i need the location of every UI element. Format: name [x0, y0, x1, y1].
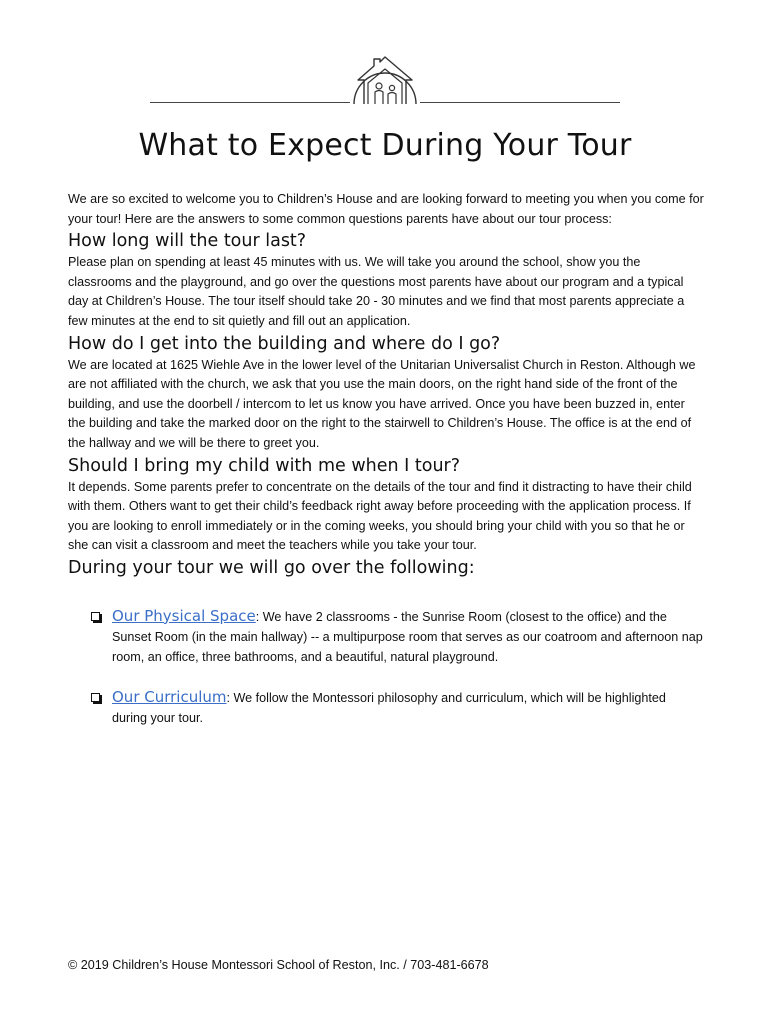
- page-footer: © 2019 Children’s House Montessori School of Reston, Inc. / 703-481-6678: [68, 958, 489, 972]
- section-body-bring-child: It depends. Some parents prefer to concentrate on the details of the tour and find it distracting to have their child with them. Others want to get their child’s feedback right away before proceeding with the application process. If you are looking to enroll immediately or in the coming weeks, you should bring your child with you so that he or she can visit a classroom and meet the teachers while you take your tour.: [68, 479, 692, 553]
- checkbox-icon: [91, 693, 100, 702]
- tour-topics-list: [68, 606, 704, 728]
- list-item: [68, 687, 704, 728]
- checkbox-icon: [91, 612, 100, 621]
- list-item: [68, 606, 704, 667]
- section-body-building-access: We are located at 1625 Wiehle Ave in the lower level of the Unitarian Universalist Church in Reston. Although we are not affiliated with the church, we ask that you use the main doors, on the right hand side of the front of the building, and use the doorbell / intercom to let us know you have arrived. Once you have been buzzed in, enter the building and take the marked door on the right to the stairwell to Children’s House. The office is at the end of the hallway and we will be there to greet you.: [68, 357, 696, 450]
- list-heading: During your tour we will go over the following:: [68, 557, 475, 578]
- intro-paragraph: We are so excited to welcome you to Children’s House and are looking forward to meeting you when you come for your tour! Here are the answers to some common questions parents have about our tour process:: [68, 192, 704, 226]
- section-heading-tour-length: How long will the tour last?: [68, 231, 307, 252]
- document-body: [68, 190, 704, 748]
- page-header: [0, 0, 770, 115]
- header-rule-left: [150, 102, 350, 103]
- section-heading-bring-child: Should I bring my child with me when I tour?: [68, 455, 461, 476]
- physical-space-link[interactable]: Our Physical Space: [112, 606, 256, 625]
- list-item-text: : We follow the Montessori philosophy and curriculum, which will be highlighted during your tour.: [112, 690, 666, 725]
- page-title: What to Expect During Your Tour: [138, 128, 632, 163]
- section-heading-building-access: How do I get into the building and where do I go?: [68, 333, 501, 354]
- curriculum-link[interactable]: Our Curriculum: [112, 687, 227, 706]
- house-with-children-icon: [342, 44, 428, 108]
- section-body-tour-length: Please plan on spending at least 45 minutes with us. We will take you around the school, show you the classrooms and the playground, and go over the questions most parents have about our program and a typical day at Children’s House. The tour itself should take 20 - 30 minutes and we find that most parents appreciate a few minutes at the end to sit quietly and fill out an application.: [68, 255, 685, 328]
- list-item-text: : We have 2 classrooms - the Sunrise Room (closest to the office) and the Sunset Room (in the main hallway) -- a multipurpose room that serves as our coatroom and afternoon nap room, an office, three bathrooms, and a beautiful, natural playground.: [112, 609, 703, 664]
- header-rule-right: [420, 102, 620, 103]
